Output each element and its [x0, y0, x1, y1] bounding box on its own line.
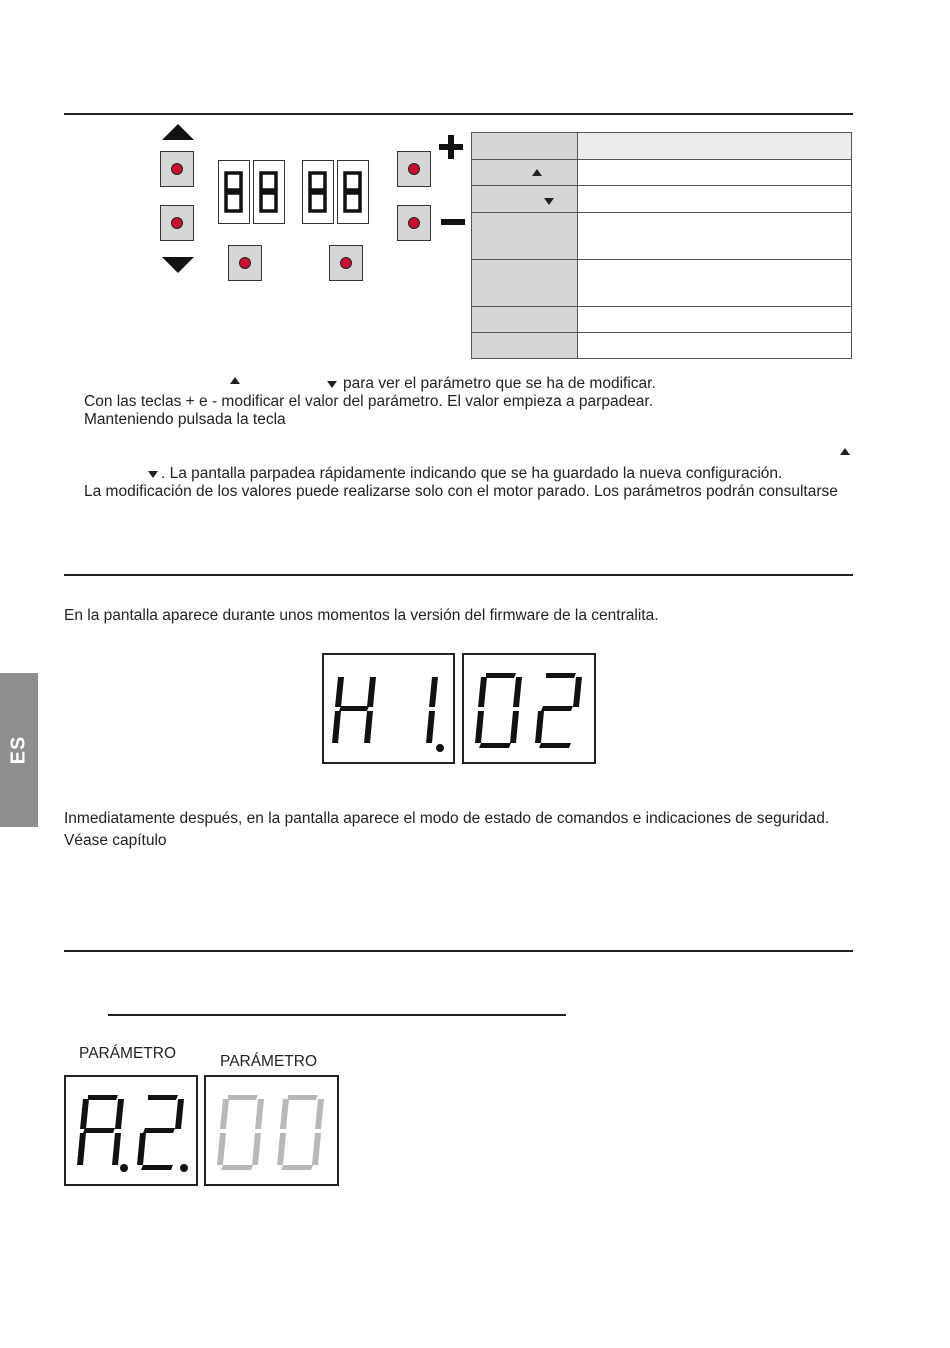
arrow-up-small-icon — [532, 169, 542, 176]
firmware-display-left — [322, 653, 455, 764]
table-row — [472, 213, 852, 260]
table-row — [472, 260, 852, 307]
led-digit-3 — [302, 160, 334, 224]
arrow-up-inline-icon — [840, 448, 850, 455]
table-row — [472, 186, 852, 213]
plus-button[interactable] — [397, 151, 431, 187]
table-value-cell — [578, 213, 852, 260]
arrow-down-inline-icon — [327, 381, 337, 388]
firmware-intro-text: En la pantalla aparece durante unos momentos la versión del firmware de la centralita. — [64, 607, 659, 624]
table-row — [472, 307, 852, 333]
down-button[interactable] — [160, 205, 194, 241]
menu-button-right[interactable] — [329, 245, 363, 281]
key-function-table — [471, 132, 852, 359]
arrow-down-inline-icon — [148, 471, 158, 478]
table-row — [472, 160, 852, 186]
section-rule-top — [64, 113, 853, 115]
firmware-display-right — [462, 653, 596, 764]
instruction-line-4: . La pantalla parpadea rápidamente indicando que se ha guardado la nueva configuración. — [161, 465, 783, 482]
language-tab-label: ES — [7, 735, 30, 765]
table-key-cell — [472, 307, 578, 333]
firmware-after-line-2: Véase capítulo — [64, 832, 167, 849]
table-key-cell — [472, 133, 578, 160]
instruction-line-1: para ver el parámetro que se ha de modificar. — [343, 375, 656, 392]
section-rule-firmware — [64, 574, 853, 576]
table-value-cell — [578, 160, 852, 186]
table-key-cell — [472, 213, 578, 260]
table-value-cell — [578, 333, 852, 359]
arrow-up-icon — [160, 122, 196, 142]
minus-button[interactable] — [397, 205, 431, 241]
parameter-label-right: PARÁMETRO — [220, 1053, 318, 1070]
table-key-cell — [472, 160, 578, 186]
led-digit-2 — [253, 160, 285, 224]
arrow-down-small-icon — [544, 198, 554, 205]
arrow-down-icon — [160, 255, 196, 275]
table-key-cell — [472, 260, 578, 307]
plus-icon — [438, 134, 464, 160]
table-value-cell — [578, 133, 852, 160]
table-key-cell — [472, 333, 578, 359]
minus-icon — [441, 218, 465, 226]
subsection-underline — [108, 1014, 566, 1016]
menu-button-left[interactable] — [228, 245, 262, 281]
table-key-cell — [472, 186, 578, 213]
table-value-cell — [578, 307, 852, 333]
section-rule-parameter — [64, 950, 853, 952]
instruction-line-2: Con las teclas + e - modificar el valor del parámetro. El valor empieza a parpadear. — [84, 393, 654, 410]
table-row — [472, 133, 852, 160]
parameter-display-left — [64, 1075, 198, 1186]
table-value-cell — [578, 186, 852, 213]
firmware-after-line-1: Inmediatamente después, en la pantalla aparece el modo de estado de comandos e indicaciones de seguridad. — [64, 810, 830, 827]
instruction-line-5: La modificación de los valores puede realizarse solo con el motor parado. Los parámetros podrán consultarse — [84, 483, 838, 500]
parameter-display-right — [204, 1075, 339, 1186]
led-digit-1 — [218, 160, 250, 224]
arrow-up-inline-icon — [230, 377, 240, 384]
parameter-label-left: PARÁMETRO — [79, 1045, 177, 1062]
table-row — [472, 333, 852, 359]
up-button[interactable] — [160, 151, 194, 187]
table-value-cell — [578, 260, 852, 307]
language-tab-es — [0, 673, 38, 827]
led-digit-4 — [337, 160, 369, 224]
instruction-line-3: Manteniendo pulsada la tecla — [84, 411, 286, 428]
